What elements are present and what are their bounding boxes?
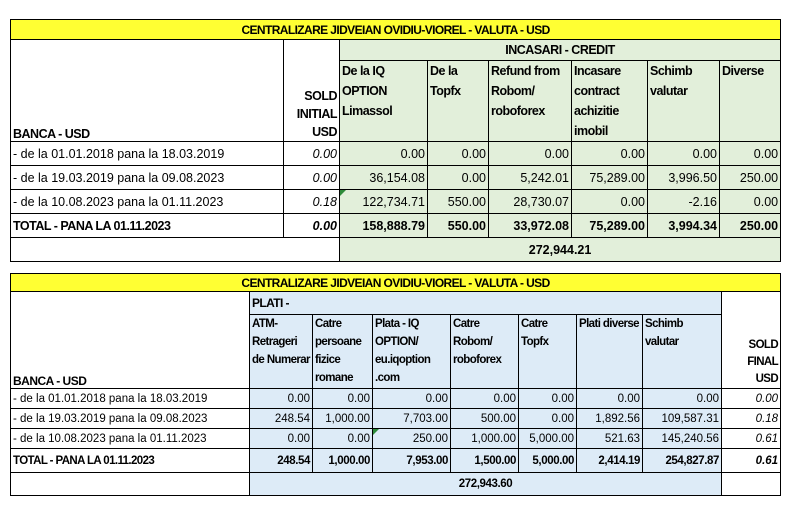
bottom-sold-final-header: SOLD FINAL USD [722, 292, 781, 389]
bottom-col-header: Catre Topfx [519, 315, 577, 389]
top-title: CENTRALIZARE JIDVEIAN OVIDIU-VIOREL - VALUTA - USD [11, 20, 781, 40]
sold-initial-value: 0.00 [284, 142, 340, 166]
cell-value: 0.00 [519, 409, 577, 429]
empty-cell [11, 238, 340, 262]
cell-value: 250.00 [720, 166, 781, 190]
total-value: 5,000.00 [519, 449, 577, 473]
period-label: - de la 10.08.2023 pana la 01.11.2023 [11, 429, 250, 449]
incasari-group-header: INCASARI - CREDIT [340, 40, 781, 61]
total-value: 1,000.00 [313, 449, 373, 473]
table-row [11, 409, 781, 429]
sold-final-value: 0.00 [722, 389, 781, 409]
cell-value: 0.00 [643, 389, 722, 409]
top-col-header: Schimb valutar [648, 61, 720, 142]
cell-value: 521.63 [577, 429, 643, 449]
table-row [11, 142, 781, 166]
cell-value: 0.00 [451, 389, 519, 409]
top-col-header: De la Topfx [428, 61, 489, 142]
cell-value: 0.00 [428, 142, 489, 166]
table-row [11, 429, 781, 449]
cell-value: 0.00 [572, 142, 648, 166]
bottom-col-header: Catre persoane fizice romane [313, 315, 373, 389]
top-col-header: Incasare contract achizitie imobil [572, 61, 648, 142]
sold-initial-value: 0.00 [284, 166, 340, 190]
total-value: 7,953.00 [373, 449, 451, 473]
total-value: 248.54 [250, 449, 313, 473]
period-label: - de la 01.01.2018 pana la 18.03.2019 [11, 142, 284, 166]
cell-value: 0.00 [250, 429, 313, 449]
sold-initial-total: 0.00 [284, 214, 340, 238]
bottom-title: CENTRALIZARE JIDVEIAN OVIDIU-VIOREL - VALUTA - USD [11, 274, 781, 292]
total-value: 1,500.00 [451, 449, 519, 473]
total-row [11, 214, 781, 238]
empty-cell [11, 473, 250, 496]
cell-value: 0.00 [572, 190, 648, 214]
cell-value: 1,000.00 [451, 429, 519, 449]
cell-value: 0.00 [373, 389, 451, 409]
cell-value: 0.00 [720, 190, 781, 214]
cell-value: 0.00 [313, 429, 373, 449]
bottom-bank-label: BANCA - USD [11, 292, 250, 389]
cell-value: 0.00 [340, 142, 428, 166]
table-row [11, 389, 781, 409]
cell-value: 36,154.08 [340, 166, 428, 190]
top-col-header: De la IQ OPTION Limassol [340, 61, 428, 142]
cell-value: 0.00 [648, 142, 720, 166]
top-sold-initial-header: SOLD INITIAL USD [284, 40, 340, 142]
period-label: - de la 10.08.2023 pana la 01.11.2023 [11, 190, 284, 214]
period-label: - de la 19.03.2019 pana la 09.08.2023 [11, 166, 284, 190]
cell-value: 5,242.01 [489, 166, 572, 190]
top-col-header: Refund from Robom/ roboforex [489, 61, 572, 142]
bottom-col-header: ATM-Retrageri de Numerar [250, 315, 313, 389]
total-row [11, 449, 781, 473]
bottom-col-header: Plata - IQ OPTION/ eu.iqoption .com [373, 315, 451, 389]
top-col-header: Diverse [720, 61, 781, 142]
total-value: 550.00 [428, 214, 489, 238]
cell-value: 75,289.00 [572, 166, 648, 190]
total-value: 75,289.00 [572, 214, 648, 238]
cell-value: 1,000.00 [313, 409, 373, 429]
cell-value: 0.00 [489, 142, 572, 166]
incasari-table [10, 19, 781, 262]
cell-value: 500.00 [451, 409, 519, 429]
cell-value: 109,587.31 [643, 409, 722, 429]
cell-value: 28,730.07 [489, 190, 572, 214]
table-row [11, 166, 781, 190]
bottom-col-header: Plati diverse [577, 315, 643, 389]
sold-final-total: 0.61 [722, 449, 781, 473]
sold-final-value: 0.18 [722, 409, 781, 429]
cell-value: 248.54 [250, 409, 313, 429]
empty-cell [722, 473, 781, 496]
cell-value: 5,000.00 [519, 429, 577, 449]
cell-value: 122,734.71 [340, 190, 428, 214]
cell-value: 0.00 [519, 389, 577, 409]
cell-value: 0.00 [313, 389, 373, 409]
cell-value: -2.16 [648, 190, 720, 214]
total-value: 2,414.19 [577, 449, 643, 473]
total-label: TOTAL - PANA LA 01.11.2023 [11, 214, 284, 238]
total-label: TOTAL - PANA LA 01.11.2023 [11, 449, 250, 473]
cell-value: 0.00 [428, 166, 489, 190]
plati-table [10, 273, 781, 496]
bottom-col-header: Schimb valutar [643, 315, 722, 389]
cell-value: 0.00 [577, 389, 643, 409]
incasari-grand-total: 272,944.21 [340, 238, 781, 262]
cell-value: 250.00 [373, 429, 451, 449]
cell-value: 0.00 [250, 389, 313, 409]
sold-initial-value: 0.18 [284, 190, 340, 214]
cell-value: 0.00 [720, 142, 781, 166]
total-value: 250.00 [720, 214, 781, 238]
total-value: 254,827.87 [643, 449, 722, 473]
cell-value: 145,240.56 [643, 429, 722, 449]
plati-group-header: PLATI - [250, 292, 722, 315]
sold-final-value: 0.61 [722, 429, 781, 449]
period-label: - de la 19.03.2019 pana la 09.08.2023 [11, 409, 250, 429]
period-label: - de la 01.01.2018 pana la 18.03.2019 [11, 389, 250, 409]
table-row [11, 190, 781, 214]
top-bank-label: BANCA - USD [11, 40, 284, 142]
total-value: 33,972.08 [489, 214, 572, 238]
total-value: 158,888.79 [340, 214, 428, 238]
cell-value: 7,703.00 [373, 409, 451, 429]
plati-grand-total: 272,943.60 [250, 473, 722, 496]
cell-value: 3,996.50 [648, 166, 720, 190]
bottom-col-header: Catre Robom/ roboforex [451, 315, 519, 389]
cell-value: 1,892.56 [577, 409, 643, 429]
total-value: 3,994.34 [648, 214, 720, 238]
cell-value: 550.00 [428, 190, 489, 214]
